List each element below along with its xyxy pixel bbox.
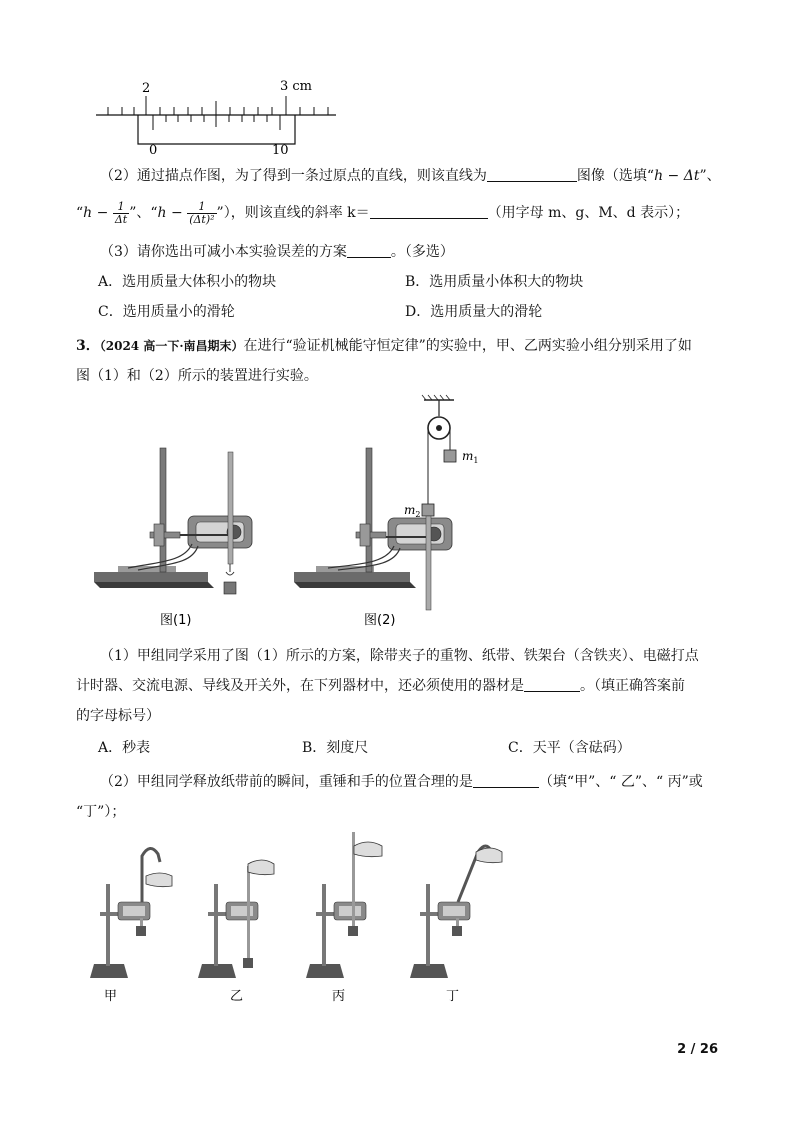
q3-sub1-line1: （1）甲组同学采用了图（1）所示的方案，除带夹子的重物、纸带、铁架台（含铁夹）、电磁打点 <box>100 648 699 664</box>
vernier-caliper-figure <box>90 76 350 156</box>
q2-sub2-blank-slope[interactable] <box>370 204 488 219</box>
label-ding: 丁 <box>446 989 460 1004</box>
m1-label: $m_1$ <box>462 449 479 465</box>
q3-option-a[interactable]: A．秒表 <box>98 740 151 756</box>
m2-label: $m_2$ <box>404 503 421 519</box>
q3-stem-line2: 图（1）和（2）所示的装置进行实验。 <box>76 368 318 384</box>
main-scale-label-3cm: 3 cm <box>280 79 313 94</box>
q3-sub2-line2: “丁”）； <box>76 804 126 820</box>
apparatus-figure-1 <box>94 448 252 594</box>
fraction-1-over-dt: $\frac{1}{\Delta t}$ <box>114 199 128 226</box>
main-scale-label-2: 2 <box>142 81 151 96</box>
q2-sub3-line: （3）请你选出可减小本实验误差的方案 。（多选） <box>100 244 454 260</box>
q3-option-b[interactable]: B．刻度尺 <box>302 740 369 756</box>
page-number: 2 / 26 <box>677 1042 718 1057</box>
setup-yi <box>198 860 274 978</box>
q3-option-c[interactable]: C．天平（含砝码） <box>508 740 631 756</box>
vernier-label-0: 0 <box>149 143 158 156</box>
q2-option-c[interactable]: C．选用质量小的滑轮 <box>98 304 235 320</box>
label-yi: 乙 <box>230 989 244 1004</box>
q3-sub2-line1: （2）甲组同学释放纸带前的瞬间，重锤和手的位置合理的是 （填“甲”、“ 乙”、“ 丙”或 <box>100 774 703 790</box>
setup-ding <box>410 846 502 978</box>
hand-position-figures <box>90 826 520 1016</box>
label-bing: 丙 <box>332 989 346 1004</box>
q2-option-a[interactable]: A．选用质量大体积小的物块 <box>98 274 277 290</box>
fraction-1-over-dt-squared: $\frac{1}{\text{(Δt)²}}$ <box>189 199 215 226</box>
q3-stem-line1: 3．（2024 高一下·南昌期末）在进行“验证机械能守恒定律”的实验中，甲、乙两实验小组分别采用了如 <box>76 338 692 354</box>
label-jia: 甲 <box>104 989 118 1004</box>
setup-bing <box>306 832 382 978</box>
vernier-label-10: 10 <box>272 143 289 156</box>
figure-2-caption: 图(2) <box>364 613 396 628</box>
q3-sub1-line2: 计时器、交流电源、导线及开关外，在下列器材中，还必须使用的器材是 。（填正确答案前 <box>76 678 685 694</box>
q2-sub3-blank[interactable] <box>347 243 391 258</box>
q3-sub2-blank[interactable] <box>473 773 539 788</box>
q3-sub1-line3: 的字母标号） <box>76 708 160 724</box>
q3-sub1-blank[interactable] <box>524 677 580 692</box>
apparatus-figures-1-2 <box>88 392 488 632</box>
figure-1-caption: 图(1) <box>160 613 192 628</box>
q2-sub2-line2: “h − $\frac{1}{\Delta t}$ ”、“h − $\frac{1}{\text{(Δt)²}}$ ”），则该直线的斜率 k＝ （用字母 m、g、M、d 表示）； <box>76 199 690 226</box>
apparatus-figure-2 <box>294 395 456 610</box>
q2-sub2-blank-graph[interactable] <box>487 167 577 182</box>
setup-jia <box>90 848 172 978</box>
q2-sub2-line1: （2）通过描点作图，为了得到一条过原点的直线，则该直线为 图像（选填“h − Δt”、 <box>100 168 721 184</box>
q2-option-d[interactable]: D．选用质量大的滑轮 <box>405 304 543 320</box>
q2-option-b[interactable]: B．选用质量小体积大的物块 <box>405 274 584 290</box>
